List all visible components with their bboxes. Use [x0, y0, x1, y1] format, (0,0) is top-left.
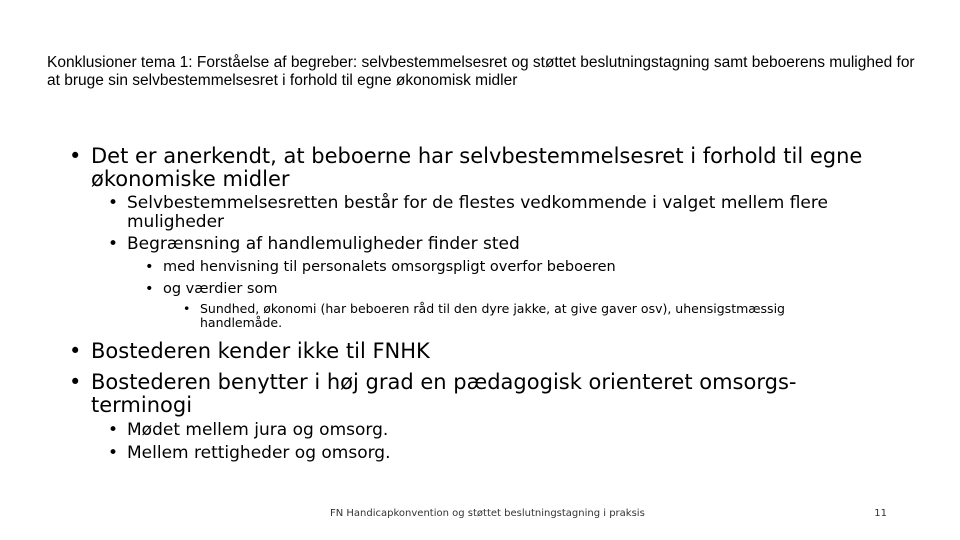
bullet-dot: •	[108, 420, 119, 440]
bullet-dot: •	[108, 234, 119, 254]
bullet-dot: •	[108, 193, 119, 213]
bullet-dot: •	[69, 144, 82, 168]
bullet-text: Bostederen kender ikke til FNHK	[91, 339, 430, 363]
bullet-text: med henvisning til personalets omsorgspligt overfor beboeren	[163, 259, 616, 275]
bullet-text: og værdier som	[163, 281, 278, 297]
footer-text: FN Handicapkonvention og støttet beslutningstagning i praksis	[330, 508, 645, 519]
bullet-rights-and-care	[108, 444, 867, 463]
bullet-text: Selvbestemmelsesretten består for de flestes vedkommende i valget mellem flere muligheder	[127, 193, 828, 232]
bullet-dot: •	[145, 259, 154, 275]
bullet-law-meets-care	[108, 421, 867, 440]
bullet-choice-between-options	[108, 194, 867, 232]
bullet-text: Sundhed, økonomi (har beboeren råd til den dyre jakke, at give gaver osv), uhensigstmæssig handlemåde.	[200, 301, 785, 330]
bullet-limitation	[108, 235, 867, 254]
bullet-dot: •	[145, 281, 154, 297]
bullet-recognized-self-determination	[69, 145, 881, 191]
bullet-text: Det er anerkendt, at beboerne har selvbestemmelsesret i forhold til egne økonomiske midler	[91, 144, 863, 191]
bullet-text: Mellem rettigheder og omsorg.	[127, 443, 391, 463]
bullet-health-economy	[183, 302, 860, 330]
bullet-text: Begrænsning af handlemuligheder finder sted	[127, 234, 520, 254]
bullet-dot: •	[183, 301, 191, 316]
slide-title: Konklusioner tema 1: Forståelse af begreber: selvbestemmelsesret og støttet beslutningstagning samt beboerens mulighed for at bruge sin selvbestemmelsesret i forhold til egne økonomisk midler	[47, 54, 915, 89]
bullet-dot: •	[69, 339, 82, 363]
bullet-pedagogic-terminology	[69, 371, 881, 417]
page-number: 11	[874, 508, 887, 519]
bullet-fnhk-unknown	[69, 340, 881, 363]
bullet-dot: •	[69, 370, 82, 394]
bullet-text: Bostederen benytter i høj grad en pædagogisk orienteret omsorgs-terminogi	[91, 370, 797, 417]
bullet-dot: •	[108, 443, 119, 463]
bullet-values	[145, 281, 843, 298]
bullet-care-duty	[145, 259, 843, 276]
bullet-text: Mødet mellem jura og omsorg.	[127, 420, 389, 440]
